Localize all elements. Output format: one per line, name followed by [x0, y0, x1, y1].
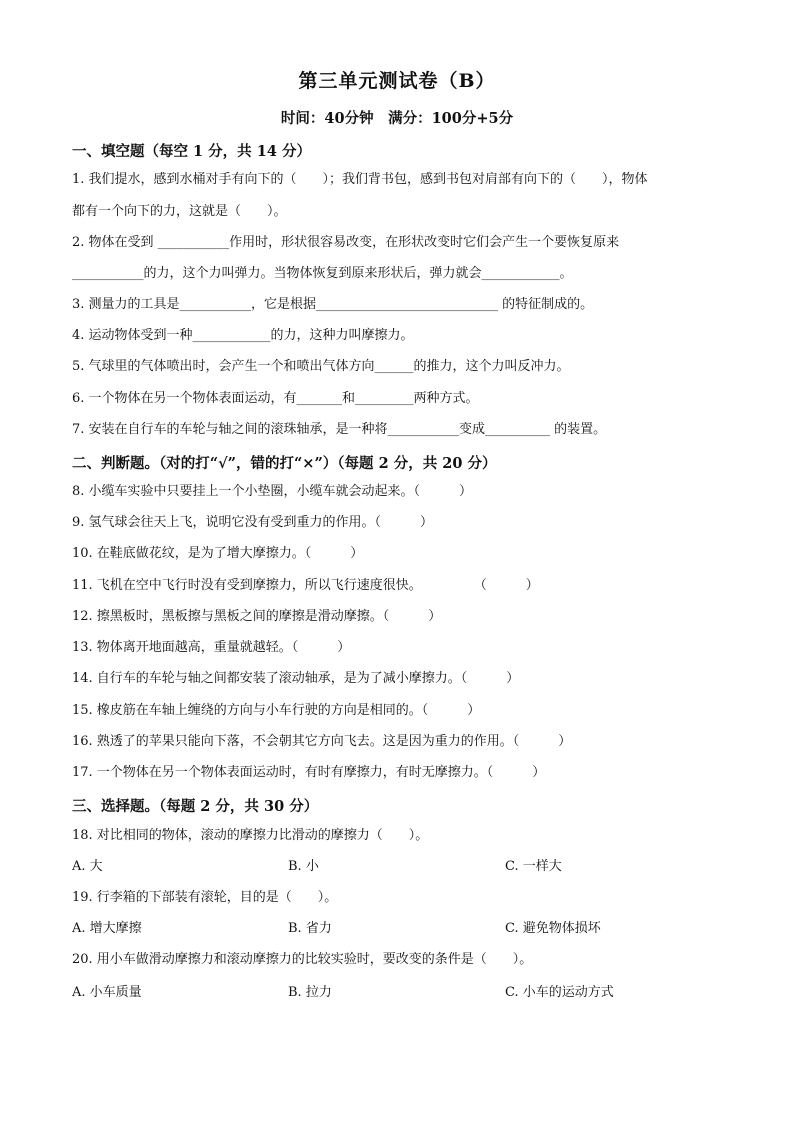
question-line: 5. 气球里的气体喷出时，会产生一个和喷出气体方向______的推力，这个力叫反冲力。 — [72, 359, 570, 374]
question-stem: 19. 行李箱的下部装有滚轮，目的是（ ）。 — [72, 890, 338, 905]
question-line: 9. 氢气球会往天上飞，说明它没有受到重力的作用。（ ） — [72, 515, 434, 530]
section-heading-multiple-choice: 三、选择题。（每题 2 分，共 30 分） — [72, 798, 319, 815]
option-b: B. 小 — [288, 859, 319, 874]
question-line: 12. 擦黑板时，黑板擦与黑板之间的摩擦是滑动摩擦。（ ） — [72, 609, 442, 624]
section-heading-true-false: 二、判断题。（对的打“√”，错的打“×”）（每题 2 分，共 20 分） — [72, 455, 497, 472]
option-b: B. 拉力 — [288, 985, 332, 1000]
question-line: 15. 橡皮筋在车轴上缠绕的方向与小车行驶的方向是相同的。（ ） — [72, 703, 481, 718]
question-line: 3. 测量力的工具是___________，它是根据____________________________ 的特征制成的。 — [72, 297, 594, 312]
option-a: A. 增大摩擦 — [72, 921, 142, 936]
question-stem: 20. 用小车做滑动摩擦力和滚动摩擦力的比较实验时，要改变的条件是（ ）。 — [72, 952, 533, 967]
question-line: 8. 小缆车实验中只要挂上一个小垫圈，小缆车就会动起来。（ ） — [72, 484, 473, 499]
exam-title: 第三单元测试卷（B） — [298, 70, 496, 92]
option-b: B. 省力 — [288, 921, 332, 936]
option-c: C. 一样大 — [505, 859, 562, 874]
exam-time-score: 时间：40分钟 满分：100分+5分 — [280, 110, 514, 127]
question-line: 2. 物体在受到 ___________作用时，形状很容易改变，在形状改变时它们会产生一个要恢复原来 — [72, 235, 620, 250]
question-line: 1. 我们提水，感到水桶对手有向下的（ ）；我们背书包，感到书包对肩部有向下的（ ），物体 — [72, 172, 648, 187]
question-line: 16. 熟透了的苹果只能向下落，不会朝其它方向飞去。这是因为重力的作用。（ ） — [72, 734, 572, 749]
question-line: 10. 在鞋底做花纹，是为了增大摩擦力。（ ） — [72, 546, 364, 561]
question-line: 4. 运动物体受到一种____________的力，这种力叫摩擦力。 — [72, 328, 414, 343]
option-a: A. 小车质量 — [72, 985, 142, 1000]
question-line: 6. 一个物体在另一个物体表面运动，有_______和_________两种方式。 — [72, 391, 479, 406]
question-line: 都有一个向下的力，这就是（ ）。 — [72, 204, 287, 219]
option-c: C. 避免物体损坏 — [505, 921, 601, 936]
question-stem: 18. 对比相同的物体，滚动的摩擦力比滑动的摩擦力（ ）。 — [72, 828, 429, 843]
question-line: 11. 飞机在空中飞行时没有受到摩擦力，所以飞行速度很快。 （ ） — [72, 578, 539, 593]
section-heading-fill-blanks: 一、填空题（每空 1 分，共 14 分） — [72, 143, 311, 160]
question-line: ___________的力，这个力叫弹力。当物体恢复到原来形状后，弹力就会____________。 — [72, 266, 573, 281]
question-line: 17. 一个物体在另一个物体表面运动时，有时有摩擦力，有时无摩擦力。（ ） — [72, 765, 546, 780]
option-a: A. 大 — [72, 859, 103, 874]
question-line: 13. 物体离开地面越高，重量就越轻。（ ） — [72, 640, 351, 655]
option-c: C. 小车的运动方式 — [505, 985, 614, 1000]
question-line: 7. 安装在自行车的车轮与轴之间的滚珠轴承，是一种将___________变成__________ 的装置。 — [72, 422, 607, 437]
question-line: 14. 自行车的车轮与轴之间都安装了滚动轴承，是为了减小摩擦力。（ ） — [72, 671, 520, 686]
